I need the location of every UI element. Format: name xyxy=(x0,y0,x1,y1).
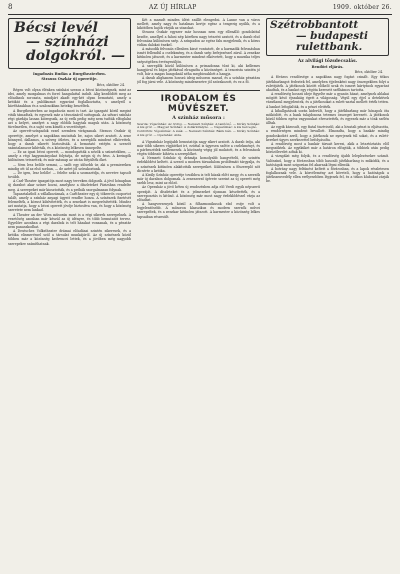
paragraph: Az Operaház a jövő héten új rendezésben adja elő Verdi egyik népszerű operáját. A díszleteket és a jelmezeket újonnan készítették, és a szereposztás is kitűnő. A közönség már most nagy érdeklődéssel várja az előadást. xyxy=(137,185,260,202)
paragraph: A rendőrség most a bankár társait keresi, akik a letartóztatás elől megszöktek. Az egyiküket már a határon elfogták, a többiek után pedig körözőlevelet adtak ki. xyxy=(266,141,389,155)
page-number: 8 xyxy=(8,3,13,11)
newspaper-name: AZ ÚJ HÍRLAP xyxy=(148,4,197,11)
article-box-roulette xyxy=(266,18,389,56)
article-headline: Az alvilági tőzsdecsalás. xyxy=(297,59,358,64)
paragraph: A második felvonás ellenben kissé vontatott, de a harmadik felvonásban ismét fellendül a cselekmény, és a darab szép befejezéssel zárul. A zenekar kitűnően játszott, és a karmester mindent elkövetett, hogy a muzsika teljes szépségében érvényesüljön. xyxy=(137,47,260,64)
paragraph: Két a maradt minden ülést szállít elengedni. A Lanne van a város mellett, amely nagy és hatalmas kertje egész a tengerig nyúlik, és a kikötőben hajók várják az utasokat. xyxy=(137,18,260,31)
article-title-line2: — budapesti rulettbank. xyxy=(296,30,369,53)
paragraph: A darab alighanem hosszú ideig műsoron marad, és a színház pénztára jól fog járni vele. A közönség mindenesetre jól szórakozott, és ez a fő. xyxy=(137,76,260,85)
issue-date: 1909. október 26. xyxy=(332,4,392,11)
article-body-3 xyxy=(266,75,389,183)
article-body-2-top xyxy=(137,18,260,85)
paragraph: A kihallgatások során kiderült, hogy a játékbarlang már hónapok óta működött, és a bank tulajdonosa tetemes összeget keresett. A játékosok közül többen egész vagyonukat elvesztették, és egyesek már a tönk szélén álltak. xyxy=(266,108,389,126)
columns xyxy=(8,18,392,246)
program-listing xyxy=(137,123,260,138)
article-subtitle-2: Strauss Oszkár új operettje. xyxy=(41,77,98,82)
article-title-line1: Szétrobbantott xyxy=(270,19,359,31)
paragraph: A szereplők közül különösen a primadonna tűnt ki, aki kellemes hangjával és bájos játékával elragadta a közönséget. A tenorista szintén jó volt, bár a magas hangoknál néha megbicsaklott a hangja. xyxy=(137,63,260,77)
header-rule xyxy=(8,14,392,15)
article-dateline: Bécs, október 24. xyxy=(96,82,125,87)
paragraph: A Theater an der Wien műsorán most is a régi sikerek szerepelnek. A vezetőség azonban már készül az új idényre, és több bemutatót tervez. Egyelőre azonban a régi darabok is telt házakat vonzanak, és a pénztár nem panaszkodhat. xyxy=(8,212,131,229)
paragraph: Az egyik károsult, egy fiatal tisztviselő, aki a hivatali pénzt is eljátszotta, a rendőrségen mindent bevallott. Elmondta, hogy a bankár mindig gondoskodott arról, hogy a játékosok ne nyerjenek túl sokat, és a rulett-kereket ügyes szerkezettel befolyásolta. xyxy=(266,125,389,142)
article-title-line2: — színházi dolgokról. — xyxy=(26,34,126,64)
page-header xyxy=(8,3,392,13)
article-title-line1: Bécsi levél xyxy=(14,20,98,36)
paragraph: A vizsgálat még folyik, és a rendőrség újabb leleplezésekre számít. Valószínű, hogy a fővárosban több hasonló játékbarlang is működik, és a hatóságok most szigorúan fel akarnak lépni ellenük. xyxy=(266,154,389,167)
article-subtitle-1: Ingadozás Budán a Burgtheaterben. xyxy=(32,72,107,76)
article-box-vienna xyxy=(8,18,131,69)
paragraph: A Vígszínház legújabb bemutatója nagy sikert aratott. A darab írója, aki már több sikeres vígjátékot írt, ezúttal is ügyesen szőtte a cselekményt, és a párbeszédek szellemesek. A közönség végig jól mulatott, és a felvonások végén többször kihívta a szereplőket. xyxy=(137,139,260,157)
paragraph: — Ez az igazi bécsi operett, — mondogatták a nézők a szünetekben, — amely a régi hagyományokat folytatja, de mégis új és friss. A keringők különösen tetszettek, és már másnap az utcán fütyülték őket. xyxy=(8,150,131,163)
paragraph: A főváros rendőrsége a napokban nagy fogást csinált. Egy titkos játékbarlangot fedeztek fel, amelyben éjjelenként nagy összegekben folyt a rulettjáték. A játékosok között előkelő urak és ismert kártyások egyaránt akadtak, és a bankot egy régóta keresett szélhámos tartotta. xyxy=(266,75,389,92)
article-subhead: Rendőri eljárás. xyxy=(311,65,344,69)
paragraph: A botrány nagy feltűnést keltett a fővárosban, és a lapok részletesen foglalkoznak vele. A közvélemény azt követeli, hogy a hatóságok a játékszenvedély ellen erélyesebben lépjenek fel, és a titkos klubokat zárják be. xyxy=(266,166,389,184)
article-dateline: Bécs, október 24. xyxy=(354,70,383,75)
paragraph: A rendőrség hosszú ideje figyelte már a gyanús házat, amelynek ablakai mögött késő éjszakáig égett a világosság. Végül egy éjjel a detektívek váratlanul megjelentek, és a játékosokat a rulett-asztal mellett érték tetten. A bankot lefoglalták, és a pénzt elvitték. xyxy=(266,92,389,109)
paragraph: Régen volt olyan élénken színházi szezon a bécsi közönségnek, mint az idei, amely mozgalmas és forró hangulattal indult. Alig kezdődött meg az előadások sorozata, mindjárt akadt egy-két olyan bemutató, amely a kritikát és a publikumot egyaránt foglalkoztatta, s amelyről a kávéházakban és a szalonokban hetekig beszéltek. xyxy=(8,87,131,109)
program-line: Csütörtök: Vígszínház: A zsák. — Nemzeti Színház: Bánk bán. — Király Színház: A kis gróf. — Operaház: Aida. xyxy=(137,129,260,137)
section-title: IRODALOM ÉS MŰVÉSZET. xyxy=(137,90,260,114)
paragraph: A hangversenyek közül a filharmonikusok első estje volt a legjelentősebb. A műsoron klasszikus és modern szerzők művei szerepeltek, és a zenekar kitűnően játszott. A karmester a közönség lelkes tapsaiban részesült. xyxy=(137,202,260,219)
paragraph: A Király Színház operettje továbbra is telt házak előtt megy, és a szerzők már új darabon dolgoznak. A zeneszerző ígérete szerint az új operett még szebb lesz, mint az előző. xyxy=(137,172,260,186)
paragraph: A Carl-Theater igazgatója most nagy terveken dolgozik. A jövő hónapban új darabot akar színre hozni, amelyhez a díszleteket Párizsban rendelte meg. A szerepeket már kiosztották, és a próbák szorgalmasan folynak. xyxy=(8,179,131,192)
column-2 xyxy=(137,18,260,246)
column-1 xyxy=(8,18,131,246)
paragraph: A Deutsches Volkstheater drámai előadásai szintén sikeresek, és a kritika elismeréssel szól a társulat munkájáról. Az új színészek közül többen már a közönség kedvencei lettek, és a jövőben még nagyobb szerepekre számíthatnak. xyxy=(8,229,131,246)
paragraph: — De igen, lesz belőle! — felelte neki a szomszédja, és nevetve tapsolt tovább. xyxy=(8,170,131,180)
section-subtitle: A színház műsora : xyxy=(172,114,225,121)
article-body-1 xyxy=(8,88,131,246)
paragraph: Strauss Oszkár egyszer már hosszan nem egy ellenálló gondolattal kezdte, amellyel a falusi nép körében nagy tetszést aratott, és a darab első felvonása különösen szép. A színpadon az egész falu megjelenik, és a kórus vidám dalokat énekel. xyxy=(137,30,260,47)
paragraph: Tapasztalatból a vállalkozásnak, a Carltheater egy új tőkeerős csoportot talált, amely a színház anyagi ügyeit rendbe hozza. A színészek fizetését felemelték, a kórust kibővítették, és a zenekart is megerősítették. Mindez azt mutatja, hogy a bécsi operett jövője biztosítva van, és hogy a közönség szeretete nem lankad. xyxy=(8,191,131,213)
article-body-2-bottom xyxy=(137,140,260,219)
paragraph: Az operett-színpadok ezzel szemben virágzanak. Strauss Oszkár új operettje, amelyet a napokban mutattak be, zajos sikert aratott. A zene könnyed, dallamos, a szöveg ötletes, és a szereplők mindent elkövettek, hogy a darab sikerét biztosítsák. A bemutató estéjén a szerzőt számtalanszor kihívták, és a közönség lelkesen ünnepelte. xyxy=(8,129,131,150)
paragraph: — Nem lesz belőle semmi, — szólt egy idősebb úr, aki a premiereken mindig ott ül az első sorban, — de azért jól szórakoztunk. xyxy=(8,162,131,171)
paragraph: A Nemzeti Színház új drámája komolyabb hangvételű, de szintén érdeklődést keltett. A szerző a modern társadalom problémáit tárgyalja, és a színészek kitűnően alakították szerepeiket. Különösen a főszereplő nőt dicsérte a kritika. xyxy=(137,156,260,173)
paragraph: A Burgtheaterben az ingadozás most is tart. Az igazgató körül megint viták támadtak, és egyesek már a távozásáról suttognak. Az udvari színház régi gárdája lassan kiöregszik, az új erők pedig még nem tudták elfoglalni azt a helyet, amelyet a nagy elődök hagytak maguk után. A közönség türelmetlen, és a sajtó sem kíméli a vezetőséget. xyxy=(8,108,131,130)
column-3 xyxy=(266,18,389,246)
program-line: Szerda: Vígszínház: Az ördög. — Nemzeti Színház: A tanítónő. — Király Színház: A kis gróf. — Magyar Színház: A dollárkirálynő. — Népszínház: A kis hercegnő. xyxy=(137,121,260,130)
